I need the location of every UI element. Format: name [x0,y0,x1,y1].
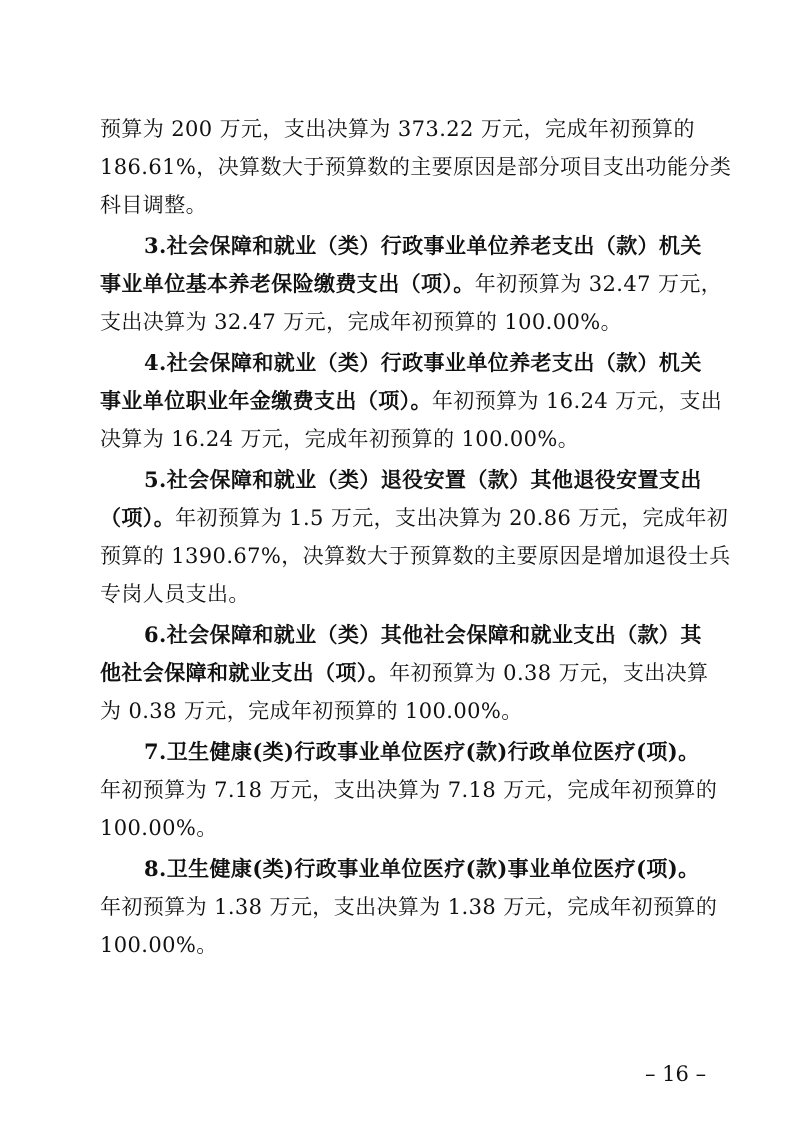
item-heading-line: 7.卫生健康(类)行政事业单位医疗(款)行政单位医疗(项)。 [144,739,700,764]
item-text: 年初预算为 32.47 万元， [474,272,723,296]
paragraph-item-4 [100,344,723,458]
item-text: 年初预算为 1.5 万元，支出决算为 20.86 万元，完成年初 [175,506,729,530]
text-line: 决算为 16.24 万元，完成年初预算的 100.00%。 [100,427,580,451]
item-heading-line: （项）。 [100,505,176,530]
item-heading-line: 4.社会保障和就业（类）行政事业单位养老支出（款）机关 [144,350,702,375]
item-heading-line: 事业单位基本养老保险缴费支出（项）。 [100,271,475,296]
text-line: 年初预算为 7.18 万元，支出决算为 7.18 万元，完成年初预算的 [100,778,718,802]
text-line: 科目调整。 [100,193,207,217]
text-line: 100.00%。 [100,816,218,840]
document-body [100,110,732,964]
text-line [100,654,709,692]
page-number: – 16 – [645,1062,707,1086]
paragraph-continued [100,110,732,224]
text-line [100,265,723,303]
text-line: 为 0.38 万元，完成年初预算的 100.00%。 [100,699,523,723]
text-line: 预算为 200 万元，支出决算为 373.22 万元，完成年初预算的 [100,117,695,141]
item-text: 年初预算为 0.38 万元，支出决算 [389,661,709,685]
item-heading-line: 5.社会保障和就业（类）退役安置（款）其他退役安置支出 [144,467,702,492]
item-heading-line: 8.卫生健康(类)行政事业单位医疗(款)事业单位医疗(项)。 [144,856,700,881]
item-heading-line: 他社会保障和就业支出（项）。 [100,660,390,685]
text-line: 预算的 1390.67%，决算数大于预算数的主要原因是增加退役士兵 [100,544,731,568]
text-line: 支出决算为 32.47 万元，完成年初预算的 100.00%。 [100,310,622,334]
item-heading-line: 事业单位职业年金缴费支出（项）。 [100,388,432,413]
text-line: 186.61%，决算数大于预算数的主要原因是部分项目支出功能分类 [100,155,732,179]
paragraph-item-6 [100,616,709,730]
item-heading-line: 6.社会保障和就业（类）其他社会保障和就业支出（款）其 [144,622,702,647]
paragraph-item-3 [100,227,723,341]
paragraph-item-5 [100,461,731,613]
item-text: 年初预算为 16.24 万元，支出 [431,389,723,413]
text-line: 年初预算为 1.38 万元，支出决算为 1.38 万元，完成年初预算的 [100,895,718,919]
text-line: 专岗人员支出。 [100,582,250,606]
paragraph-item-8 [100,850,718,964]
item-heading-line: 3.社会保障和就业（类）行政事业单位养老支出（款）机关 [144,233,702,258]
text-line: 100.00%。 [100,933,218,957]
text-line [100,382,723,420]
paragraph-item-7 [100,733,718,847]
text-line [100,499,729,537]
